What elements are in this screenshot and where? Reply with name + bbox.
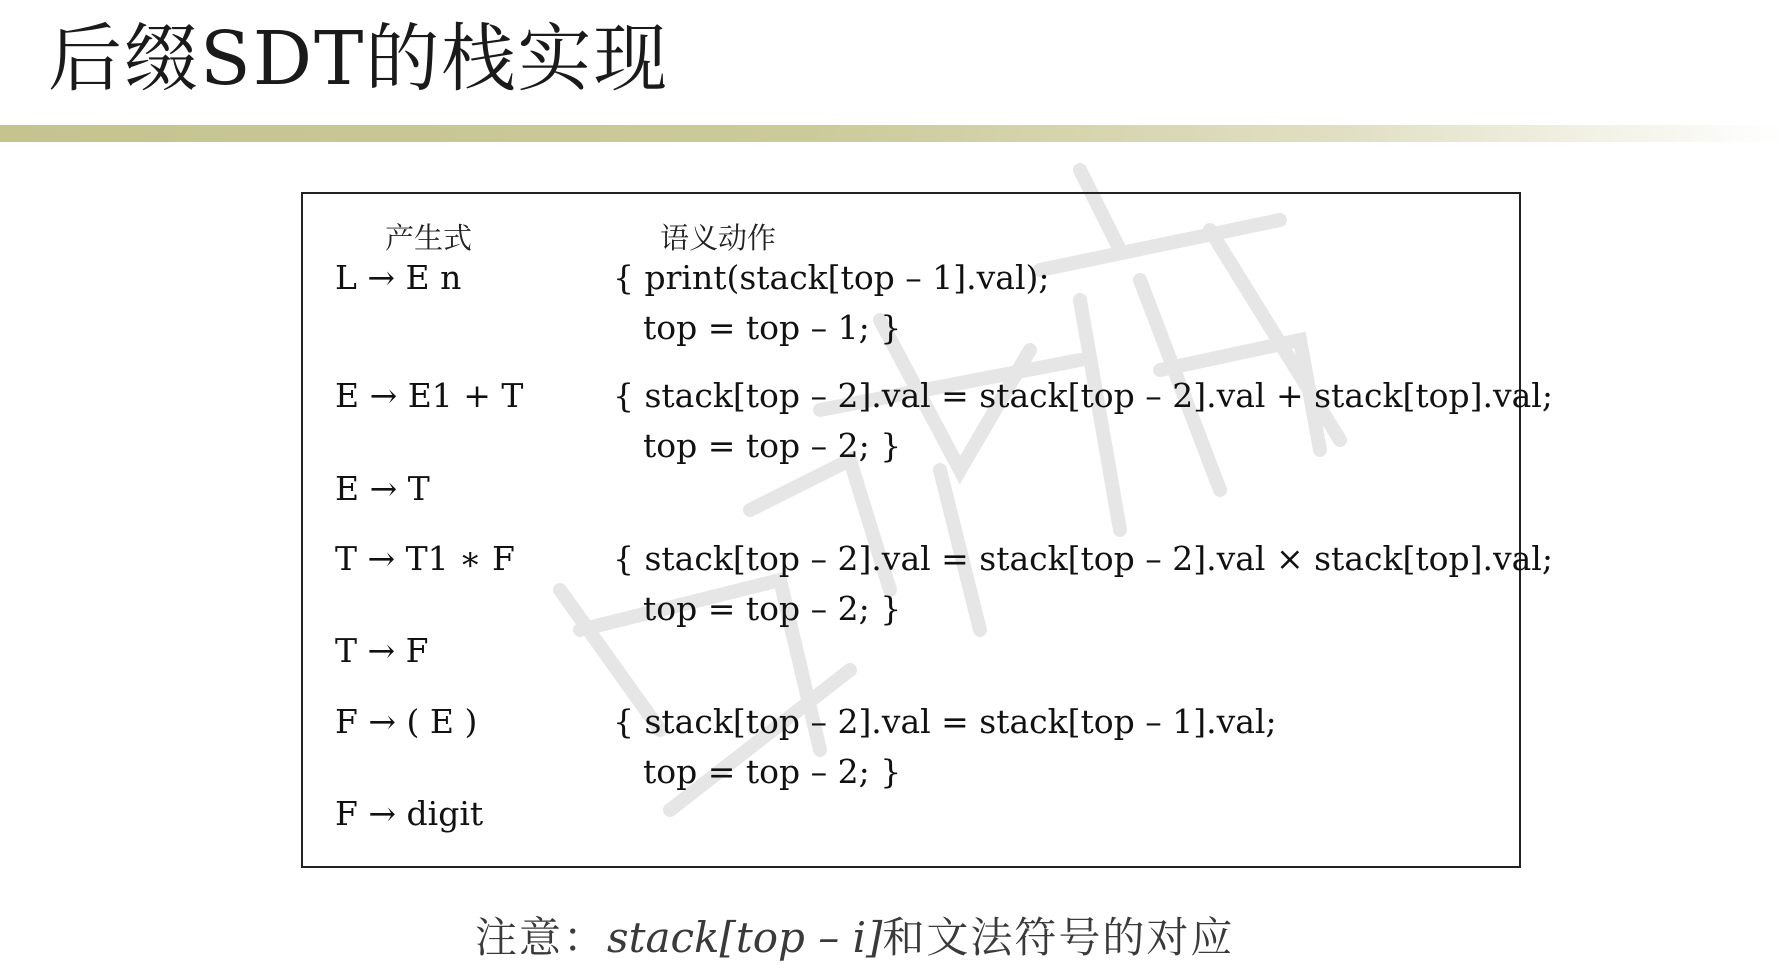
production-row-5: T → F — [335, 631, 429, 670]
action-row-6-line-1: { stack[top – 2].val = stack[top – 1].val; — [613, 702, 1277, 741]
production-row-2: E → E1 + T — [335, 376, 524, 415]
production-row-3: E → T — [335, 469, 430, 508]
note-prefix: 注意： — [475, 913, 608, 962]
header-production: 产生式 — [385, 221, 473, 255]
action-row-4-line-1: { stack[top – 2].val = stack[top – 2].val × stack[top].val; — [613, 539, 1553, 578]
slide-title: 后缀SDT的栈实现 — [48, 16, 670, 102]
action-row-2-line-2: top = top – 2; } — [643, 426, 902, 465]
note-suffix: 和文法符号的对应 — [882, 913, 1235, 962]
action-row-4-line-2: top = top – 2; } — [643, 589, 902, 628]
action-row-1-line-1: { print(stack[top – 1].val); — [613, 258, 1050, 297]
note-math: stack[top – i] — [607, 913, 883, 962]
sdt-table — [301, 192, 1553, 868]
footnote — [475, 905, 1234, 965]
production-row-6: F → ( E ) — [335, 702, 478, 741]
production-row-1: L → E n — [335, 258, 462, 297]
action-row-1-line-2: top = top – 1; } — [643, 308, 902, 347]
action-row-2-line-1: { stack[top – 2].val = stack[top – 2].val + stack[top].val; — [613, 376, 1553, 415]
title-divider-bar — [0, 125, 1784, 142]
action-row-6-line-2: top = top – 2; } — [643, 752, 902, 791]
production-row-4: T → T1 ∗ F — [335, 539, 515, 578]
header-action: 语义动作 — [660, 221, 777, 255]
production-row-7: F → digit — [335, 794, 484, 833]
